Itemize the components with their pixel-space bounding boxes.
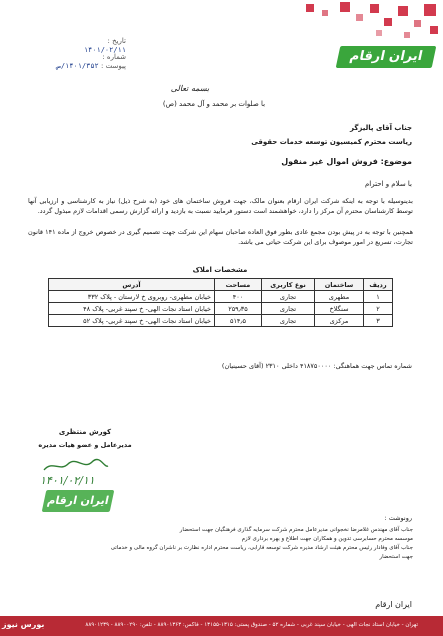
subject-label: موضوع:: [380, 157, 412, 166]
invocation: بسمه تعالی: [170, 84, 210, 93]
signatory-title: مدیرعامل و عضو هیات مدیره: [38, 441, 132, 449]
number-label-line: [6, 53, 126, 61]
cell-area: ۲۵۹٫۳۵: [215, 303, 262, 315]
header-row-number: ردیف: [364, 279, 393, 291]
list-item: جناب آقای مهندس غلامرضا نخجوانی مدیرعامل محترم شرکت سرمایه گذاری فرهنگیان جهت استحضار: [179, 527, 413, 533]
cell-address: خیابان استاد نجات الهی- خ سپند غربی- پلاک ۵۲: [49, 315, 215, 327]
cell-area: ۵۱۴٫۵: [215, 315, 262, 327]
company-stamp: ایران ارقام: [42, 490, 115, 512]
cell-address: خیابان استاد نجات الهی- خ سپند غربی- پلاک ۴۸: [49, 303, 215, 315]
footer-company: ایران ارقام: [375, 600, 412, 609]
number-label: شماره :: [102, 53, 126, 61]
handwritten-signature: ۱۴۰۱/۰۲/۱۱: [40, 474, 95, 487]
signature-scribble: [40, 458, 110, 474]
cell-building: مرکزی: [315, 315, 364, 327]
header-usage: نوع کاربری: [262, 279, 315, 291]
footer-address: تهران - خیابان استاد نجات الهی - خیابان سپند غربی - شماره ۵۲ - صندوق پستی: ۱۳۱۵-۱۳۱۵۵ - فاکس: ۸۸۹۰۱۳۶۳ - تلفن: ۸۸۹۰۰۲۹۰ - ۸۸۹۰۱۲۳۹: [85, 622, 418, 628]
signatory-name: کورش منتظری: [58, 428, 112, 436]
date-value: ۱۴۰۱/۰۲/۱۱: [83, 46, 126, 54]
number-line: [6, 62, 126, 70]
table-header-row: [49, 279, 393, 291]
date-label: تاریخ :: [107, 37, 126, 45]
recipient-name: جناب آقای پالیزگر: [350, 124, 412, 132]
watermark: بورس نیوز: [2, 620, 45, 629]
header-area: مساحت: [215, 279, 262, 291]
copies-list: [108, 526, 413, 562]
body-paragraph-1: بدینوسیله با توجه به اینکه شرکت ایران ارقام بعنوان مالک، جهت فروش ساختمان های خود (به شرح ذیل) نیاز به کارشناسی و ارزیابی آنها توسط کارشناسان محترم آن مرکز را دارد، خواهشمند است دستور فرمایید نسبت به بازدید و ارائه گزارش رسمی اقدامات لازم مبذول گردد.: [28, 197, 413, 215]
date-line: [6, 37, 126, 45]
greeting: با سلام و احترام: [364, 180, 412, 188]
cell-building: سنگلاخ: [315, 303, 364, 315]
header-building: ساختمان: [315, 279, 364, 291]
cell-usage: تجاری: [262, 303, 315, 315]
salawat: با صلوات بر محمد و آل محمد (ص): [162, 100, 266, 108]
header-address: آدرس: [49, 279, 215, 291]
table-row: [49, 315, 393, 327]
number-value: ۱۴۰۱/۳۵۲/ص: [56, 62, 99, 70]
body-paragraph-2: همچنین با توجه به در پیش بودن مجمع عادی بطور فوق العاده صاحبان سهام این شرکت جهت تصمیم گیری در خصوص خروج از ماده ۱۴۱ قانون تجارت، تسریع در امور موصوف برای این شرکت حیاتی می باشد.: [28, 228, 413, 246]
properties-table: [48, 278, 393, 327]
table-row: [49, 291, 393, 303]
list-item: موسسه محترم حسابرسی تدوین و همکاران جهت اطلاع و بهره برداری لازم: [241, 536, 413, 542]
company-logo: ایران ارقام: [336, 46, 437, 68]
cell-area: ۴۰۰: [215, 291, 262, 303]
subject-value: فروش اموال غیر منقول: [281, 157, 378, 166]
list-item: جناب آقای وفادار رئیس محترم هیئت ارشاد مدیره شرکت توسعه فارابی، ریاست محترم اداره نظارت بر ناشران گروه مالی و خدماتی جهت استحضار: [110, 545, 413, 560]
recipient-title: ریاست محترم کمیسیون توسعه خدمات حقوقی: [251, 138, 412, 146]
cell-row-number: ۱: [364, 291, 393, 303]
table-row: [49, 303, 393, 315]
subject-line: [200, 157, 412, 166]
properties-title: مشخصات املاک: [192, 266, 248, 274]
cell-usage: تجاری: [262, 291, 315, 303]
cell-row-number: ۲: [364, 303, 393, 315]
cell-row-number: ۳: [364, 315, 393, 327]
cell-address: خیابان مطهری- روبروی خ لارستان - پلاک ۳۳۲: [49, 291, 215, 303]
cell-building: مطهری: [315, 291, 364, 303]
contact-note: شماره تماس جهت هماهنگی: ۴۱۸۷۵۰۰۰۰ داخلی ۲۳۱۰ (آقای حسینیان): [221, 362, 412, 370]
attachment-label: پیوست :: [101, 62, 126, 70]
copies-label: رونوشت :: [384, 514, 412, 522]
cell-usage: تجاری: [262, 315, 315, 327]
